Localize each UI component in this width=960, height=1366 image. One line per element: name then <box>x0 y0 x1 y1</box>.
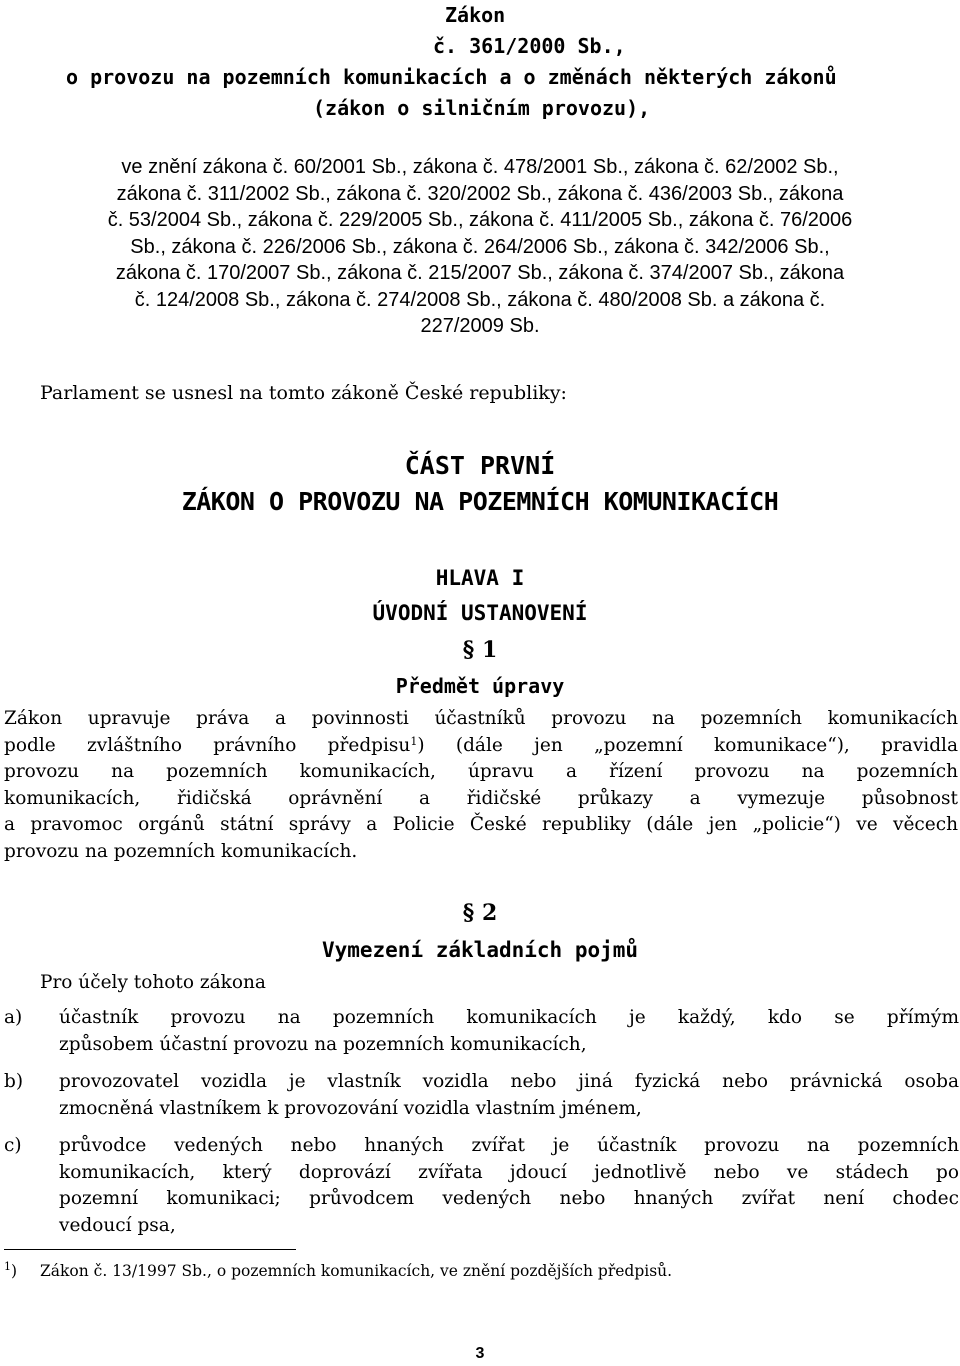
law-subject: o provozu na pozemních komunikacích a o změnách některých zákonů <box>66 65 837 89</box>
paragraph-line: a pravomoc orgánů státní správy a Policie České republiky (dále jen „policie“) ve věcech <box>4 814 958 835</box>
definition-text <box>59 1069 959 1122</box>
footnote-mark <box>4 1262 40 1280</box>
footnote-reference: 1 <box>410 734 418 748</box>
footnote-text: Zákon č. 13/1997 Sb., o pozemních komunikacích, ve znění pozdějších předpisů. <box>40 1262 673 1280</box>
section-1-text <box>4 706 958 865</box>
section-number: 2 <box>481 900 498 926</box>
part-label: ČÁST PRVNÍ <box>404 451 556 480</box>
chapter-title: ÚVODNÍ USTANOVENÍ <box>372 601 588 625</box>
definition-item <box>0 1133 960 1239</box>
definition-item <box>0 1005 960 1058</box>
definition-letter: a) <box>4 1007 23 1028</box>
section-2-intro: Pro účely tohoto zákona <box>40 972 266 993</box>
definition-line: pozemní komunikaci; průvodcem vedených nebo hnaných zvířat není chodec <box>59 1188 959 1209</box>
paragraph-fragment: podle zvláštního právního předpisu <box>4 734 411 756</box>
amendments-line: č. 124/2008 Sb., zákona č. 274/2008 Sb., zákona č. 480/2008 Sb. a zákona č. <box>134 288 826 311</box>
definitions-list <box>0 1005 960 1250</box>
footnote <box>4 1262 672 1280</box>
paragraph-line: komunikacích, řidičská oprávnění a řidičské průkazy a vymezuje působnost <box>4 787 958 809</box>
definition-line: provozovatel vozidla je vlastník vozidla nebo jiná fyzická nebo právnická osoba <box>59 1071 959 1092</box>
paragraph-line: provozu na pozemních komunikacích, úpravu a řízení provozu na pozemních <box>4 761 958 782</box>
section-2-heading <box>0 900 960 926</box>
section-number: 1 <box>481 637 498 663</box>
section-1-title: Předmět úpravy <box>395 674 565 698</box>
amendments-line: ve znění zákona č. 60/2001 Sb., zákona č. 478/2001 Sb., zákona č. 62/2002 Sb., <box>121 156 839 178</box>
amendments-block <box>0 154 960 340</box>
definition-line: způsobem účastní provozu na pozemních komunikacích, <box>59 1033 587 1055</box>
amendments-line: č. 53/2004 Sb., zákona č. 229/2005 Sb., zákona č. 411/2005 Sb., zákona č. 76/2006 <box>107 209 853 231</box>
amendments-line: Sb., zákona č. 226/2006 Sb., zákona č. 264/2006 Sb., zákona č. 342/2006 Sb., <box>130 235 830 258</box>
definition-letter: c) <box>4 1135 22 1156</box>
page-number: 3 <box>475 1345 485 1362</box>
paragraph-line: provozu na pozemních komunikacích. <box>4 840 358 862</box>
law-title-word: Zákon <box>445 3 506 27</box>
paragraph-fragment: ) (dále jen „pozemní komunikace“), pravidla <box>417 734 958 756</box>
section-symbol: § <box>462 900 475 926</box>
definition-text <box>59 1005 959 1058</box>
paragraph-line: Zákon upravuje práva a povinnosti účastníků provozu na pozemních komunikacích <box>4 708 958 729</box>
amendments-line: 227/2009 Sb. <box>420 315 540 337</box>
amendments-line: zákona č. 311/2002 Sb., zákona č. 320/2002 Sb., zákona č. 436/2003 Sb., zákona <box>116 182 844 205</box>
footnote-separator <box>4 1249 296 1250</box>
enactment-clause: Parlament se usnesl na tomto zákoně České republiky: <box>40 382 567 404</box>
section-1-heading <box>0 637 960 663</box>
definition-line: zmocněná vlastníkem k provozování vozidla vlastním jménem, <box>59 1097 642 1119</box>
chapter-label: HLAVA I <box>435 566 525 590</box>
law-short-name: (zákon o silničním provozu), <box>313 96 651 120</box>
definition-line: průvodce vedených nebo hnaných zvířat je účastník provozu na pozemních <box>59 1135 959 1156</box>
paragraph-line <box>4 733 958 760</box>
section-symbol: § <box>462 637 475 663</box>
definition-line: komunikacích, který doprovází zvířata jdoucí jednotlivě nebo ve stádech po <box>59 1161 959 1183</box>
definition-item <box>0 1069 960 1122</box>
definition-line: účastník provozu na pozemních komunikacích je každý, kdo se přímým <box>59 1007 959 1028</box>
part-title: ZÁKON O PROVOZU NA POZEMNÍCH KOMUNIKACÍCH <box>181 487 779 516</box>
amendments-line: zákona č. 170/2007 Sb., zákona č. 215/2007 Sb., zákona č. 374/2007 Sb., zákona <box>115 262 845 284</box>
definition-text <box>59 1133 959 1239</box>
footnote-mark-number: 1 <box>4 1260 11 1273</box>
footnote-mark-suffix: ) <box>11 1262 18 1280</box>
definition-letter: b) <box>4 1071 24 1092</box>
definition-line: vedoucí psa, <box>59 1214 176 1236</box>
law-number: č. 361/2000 Sb., <box>433 34 626 58</box>
section-2-title: Vymezení základních pojmů <box>321 938 639 962</box>
